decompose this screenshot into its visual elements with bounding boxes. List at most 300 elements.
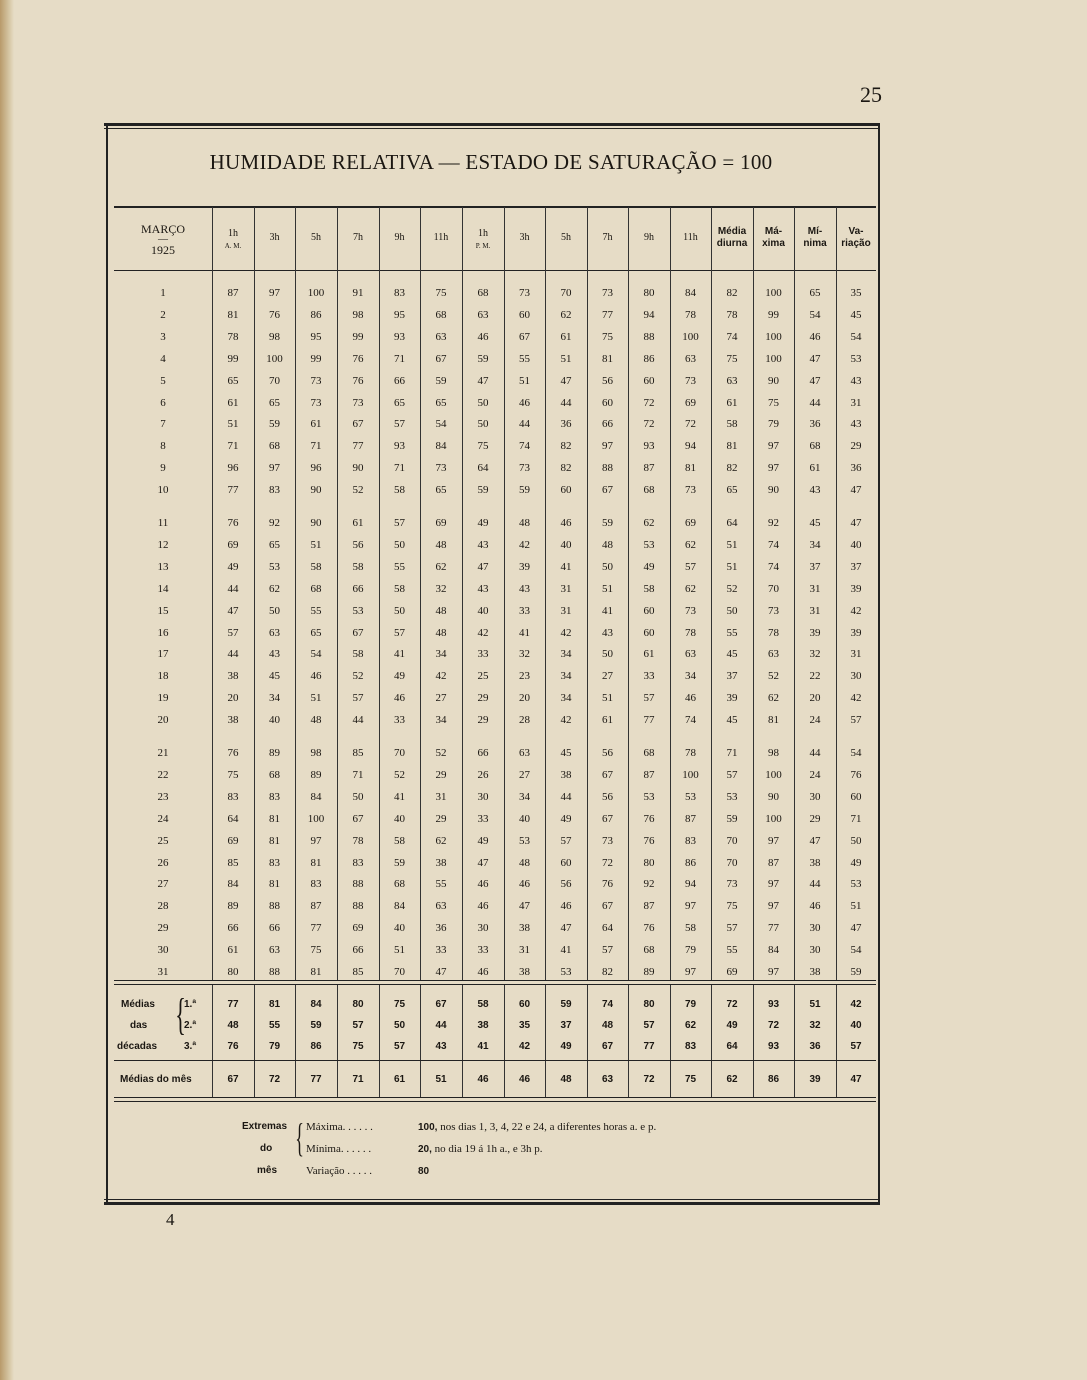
table-cell: 42	[560, 626, 572, 639]
table-cell: 41	[560, 944, 572, 957]
table-cell: 63	[269, 626, 280, 639]
table-cell: 43	[809, 484, 821, 497]
table-cell: 38	[227, 670, 239, 683]
table-cell: 48	[602, 538, 613, 551]
day-number: 14	[157, 582, 169, 595]
table-cell: 97	[602, 440, 613, 453]
table-cell: 90	[768, 374, 779, 387]
table-cell: 56	[560, 878, 572, 891]
day-number: 29	[157, 922, 169, 935]
extreme-max-number: 100,	[418, 1122, 438, 1133]
table-cell: 90	[310, 484, 322, 497]
table-cell: 55	[726, 944, 738, 957]
table-cell: 91	[352, 287, 364, 299]
table-cell: 34	[519, 790, 530, 803]
table-cell: 80	[643, 856, 655, 869]
table-cell: 40	[394, 922, 405, 935]
table-cell: 33	[394, 714, 405, 727]
table-cell: 73	[519, 287, 530, 299]
table-cell: 65	[435, 396, 447, 409]
table-cell: 57	[602, 944, 613, 957]
table-cell: 98	[352, 308, 364, 321]
table-cell: 61	[352, 517, 364, 529]
hour-label: 9h	[394, 232, 405, 243]
table-cell: 85	[227, 856, 239, 869]
table-cell: 85	[352, 747, 364, 759]
table-cell: 40	[269, 714, 280, 727]
table-cell: 26	[477, 768, 489, 781]
table-cell: 62	[685, 538, 696, 551]
table-cell: 33	[519, 604, 530, 617]
table-cell: 88	[352, 900, 364, 913]
table-cell: 71	[394, 352, 405, 365]
table-cell: 98	[768, 747, 779, 759]
table-cell: 63	[477, 308, 489, 321]
table-cell: 33	[477, 944, 489, 957]
table-cell: 65	[435, 484, 447, 497]
table-cell: 60	[560, 484, 572, 497]
table-cell: 47	[227, 604, 239, 617]
header-stat	[836, 226, 876, 250]
stat-label-line: Média	[717, 226, 747, 237]
table-cell: 20	[809, 692, 821, 705]
decade-cell: 42	[850, 999, 862, 1010]
decades-brace: {	[175, 990, 186, 1039]
decade-cell: 77	[227, 999, 239, 1010]
table-cell: 47	[519, 900, 530, 913]
table-cell: 49	[560, 812, 572, 825]
table-cell: 75	[477, 440, 489, 453]
table-cell: 68	[269, 768, 280, 781]
table-cell: 66	[394, 374, 405, 387]
table-cell: 94	[643, 308, 655, 321]
table-cell: 51	[560, 352, 572, 365]
table-cell: 84	[394, 900, 405, 913]
day-number: 21	[157, 747, 169, 759]
table-cell: 27	[519, 768, 530, 781]
header-hour	[295, 232, 337, 244]
table-cell: 34	[685, 670, 696, 683]
table-cell: 43	[850, 374, 862, 387]
stat-label-line: diurna	[716, 238, 748, 249]
day-number: 19	[157, 692, 169, 705]
table-cell: 55	[435, 878, 447, 891]
table-cell: 73	[768, 604, 779, 617]
extreme-max-value	[418, 1120, 656, 1135]
header-bottom-rule	[114, 270, 876, 271]
means-bottom-rule-thin	[114, 1101, 876, 1102]
table-cell: 63	[685, 352, 696, 365]
table-cell: 49	[850, 856, 862, 869]
table-cell: 47	[477, 374, 489, 387]
table-cell: 75	[726, 900, 738, 913]
table-cell: 59	[850, 966, 862, 978]
decade-cell: 84	[310, 999, 322, 1010]
table-cell: 51	[602, 582, 613, 595]
table-cell: 83	[269, 856, 280, 869]
table-cell: 53	[560, 966, 572, 978]
table-cell: 61	[643, 648, 655, 661]
table-cell: 46	[394, 692, 405, 705]
hour-label: 7h	[353, 232, 363, 243]
decade-mark-1: 1.ª	[184, 999, 197, 1010]
table-cell: 44	[560, 790, 572, 803]
table-cell: 74	[685, 714, 696, 727]
table-cell: 78	[685, 626, 696, 639]
header-hour	[337, 232, 379, 244]
table-cell: 53	[352, 604, 364, 617]
table-cell: 37	[809, 560, 821, 573]
decade-cell: 38	[477, 1020, 489, 1031]
table-cell: 58	[394, 834, 405, 847]
month-mean-cell: 46	[477, 1074, 489, 1085]
table-cell: 33	[643, 670, 655, 683]
table-cell: 46	[809, 900, 821, 913]
table-cell: 43	[477, 538, 489, 551]
decade-cell: 86	[310, 1041, 322, 1052]
table-cell: 48	[310, 714, 322, 727]
table-cell: 84	[227, 878, 239, 891]
header-hour	[545, 232, 587, 244]
table-cell: 83	[269, 484, 280, 497]
table-cell: 69	[435, 517, 447, 529]
hour-label: 3h	[269, 232, 280, 243]
decade-cell: 48	[227, 1020, 239, 1031]
table-cell: 81	[269, 812, 280, 825]
table-cell: 53	[519, 834, 530, 847]
table-cell: 61	[809, 462, 821, 475]
table-cell: 58	[726, 418, 738, 431]
table-cell: 76	[269, 308, 280, 321]
table-cell: 31	[809, 604, 821, 617]
table-cell: 31	[519, 944, 530, 957]
table-cell: 61	[227, 944, 239, 957]
table-cell: 47	[850, 922, 862, 935]
decade-cell: 43	[435, 1041, 447, 1052]
table-cell: 81	[726, 440, 738, 453]
month-mean-cell: 48	[560, 1074, 572, 1085]
decade-cell: 80	[352, 999, 364, 1010]
table-cell: 58	[685, 922, 696, 935]
table-cell: 66	[477, 747, 489, 759]
table-cell: 78	[685, 747, 696, 759]
table-cell: 58	[394, 582, 405, 595]
table-cell: 98	[310, 747, 322, 759]
header-top-rule	[114, 206, 876, 208]
day-number: 4	[160, 352, 166, 365]
table-cell: 29	[850, 440, 862, 453]
table-cell: 53	[850, 352, 862, 365]
table-cell: 72	[685, 418, 696, 431]
decade-mark-3: 3.ª	[184, 1041, 197, 1052]
month-mean-cell: 72	[643, 1074, 655, 1085]
table-cell: 64	[227, 812, 239, 825]
hour-label: 1h	[228, 228, 238, 239]
table-cell: 73	[519, 462, 530, 475]
table-cell: 50	[477, 418, 489, 431]
table-cell: 57	[394, 517, 405, 529]
table-cell: 44	[809, 396, 821, 409]
day-number: 11	[157, 517, 169, 529]
table-cell: 66	[352, 582, 364, 595]
table-title: HUMIDADE RELATIVA — ESTADO DE SATURAÇÃO = 100	[209, 150, 773, 174]
day-number: 22	[157, 768, 169, 781]
table-cell: 47	[435, 966, 447, 978]
extremes-label-3: mês	[257, 1165, 278, 1176]
table-cell: 75	[726, 352, 738, 365]
table-bottom-rule	[104, 1202, 878, 1205]
table-cell: 62	[560, 308, 572, 321]
table-cell: 81	[310, 856, 322, 869]
table-cell: 82	[560, 462, 572, 475]
table-cell: 39	[519, 560, 530, 573]
table-cell: 44	[352, 714, 364, 727]
table-cell: 59	[519, 484, 530, 497]
table-cell: 36	[809, 418, 821, 431]
decade-cell: 36	[809, 1041, 821, 1052]
table-cell: 82	[726, 287, 738, 299]
table-cell: 63	[435, 330, 447, 343]
stat-label-line: nima	[803, 238, 827, 249]
decade-cell: 57	[352, 1020, 364, 1031]
decade-cell: 32	[809, 1020, 821, 1031]
decade-cell: 77	[643, 1041, 655, 1052]
decade-cell: 83	[684, 1041, 697, 1052]
table-cell: 33	[477, 648, 489, 661]
table-cell: 68	[643, 747, 655, 759]
table-cell: 90	[310, 517, 322, 529]
extreme-max-detail: nos dias 1, 3, 4, 22 e 24, a diferentes horas a. e p.	[440, 1121, 657, 1133]
table-cell: 45	[726, 714, 738, 727]
table-cell: 89	[227, 900, 239, 913]
table-cell: 92	[768, 517, 779, 529]
table-cell: 83	[227, 790, 239, 803]
decade-cell: 57	[393, 1041, 406, 1052]
table-cell: 32	[435, 582, 447, 595]
table-cell: 44	[227, 648, 239, 661]
data-bottom-rule	[114, 980, 876, 981]
table-cell: 49	[394, 670, 405, 683]
table-cell: 85	[352, 966, 364, 978]
table-cell: 42	[850, 604, 862, 617]
table-cell: 71	[850, 812, 862, 825]
table-cell: 75	[310, 944, 322, 957]
table-cell: 35	[850, 287, 862, 299]
table-cell: 30	[850, 670, 862, 683]
table-cell: 86	[685, 856, 696, 869]
hour-label: 9h	[644, 232, 654, 243]
table-cell: 47	[560, 922, 572, 935]
table-cell: 68	[435, 308, 447, 321]
table-cell: 70	[394, 747, 405, 759]
table-cell: 99	[227, 352, 239, 365]
table-cell: 54	[809, 308, 821, 321]
table-cell: 75	[227, 768, 239, 781]
table-cell: 45	[269, 670, 280, 683]
header-hour	[379, 232, 420, 244]
table-cell: 23	[519, 670, 530, 683]
header-hour	[587, 232, 628, 244]
table-cell: 98	[269, 330, 280, 343]
extreme-min-detail: no dia 19 á 1h a., e 3h p.	[434, 1143, 543, 1155]
table-cell: 71	[726, 747, 738, 759]
hour-label: 5h	[311, 232, 321, 243]
table-cell: 69	[227, 834, 239, 847]
table-cell: 100	[765, 812, 782, 825]
table-cell: 42	[519, 538, 530, 551]
month-means-label: Médias do mês	[120, 1074, 192, 1085]
table-cell: 97	[685, 900, 696, 913]
table-cell: 87	[310, 900, 322, 913]
data-bottom-rule-thin	[114, 984, 876, 985]
decade-mark-2: 2.ª	[184, 1020, 197, 1031]
means-bottom-rule	[114, 1097, 876, 1098]
table-cell: 100	[765, 287, 782, 299]
table-cell: 63	[726, 374, 738, 387]
table-cell: 100	[307, 812, 325, 825]
table-cell: 60	[560, 856, 572, 869]
table-cell: 63	[685, 648, 696, 661]
table-cell: 52	[352, 670, 364, 683]
table-cell: 56	[602, 374, 613, 387]
table-cell: 41	[560, 560, 572, 573]
table-cell: 54	[850, 330, 862, 343]
table-cell: 62	[435, 834, 447, 847]
table-cell: 40	[519, 812, 530, 825]
table-cell: 70	[768, 582, 779, 595]
table-cell: 32	[519, 648, 530, 661]
month-mean-cell: 39	[809, 1074, 821, 1085]
table-cell: 30	[809, 790, 821, 803]
table-cell: 43	[602, 626, 613, 639]
table-cell: 74	[768, 560, 779, 573]
extreme-min-value	[418, 1142, 543, 1157]
table-cell: 61	[310, 418, 322, 431]
table-cell: 55	[310, 604, 322, 617]
day-number: 25	[157, 834, 169, 847]
table-cell: 54	[435, 418, 447, 431]
table-cell: 52	[435, 747, 447, 759]
decades-label-2: das	[130, 1020, 148, 1031]
table-cell: 99	[310, 352, 322, 365]
table-cell: 88	[643, 330, 655, 343]
table-cell: 49	[477, 517, 489, 529]
table-cell: 62	[685, 582, 696, 595]
table-cell: 29	[435, 768, 447, 781]
table-cell: 82	[560, 440, 572, 453]
table-cell: 31	[850, 396, 862, 409]
table-cell: 73	[602, 834, 613, 847]
table-cell: 83	[394, 287, 405, 299]
table-cell: 83	[310, 878, 322, 891]
table-cell: 67	[352, 626, 364, 639]
table-cell: 77	[352, 440, 364, 453]
table-cell: 68	[477, 287, 489, 299]
table-cell: 76	[643, 812, 655, 825]
table-cell: 51	[310, 692, 322, 705]
hour-label: 11h	[433, 232, 449, 243]
table-cell: 76	[643, 922, 655, 935]
header-hour	[670, 232, 711, 244]
table-cell: 71	[394, 462, 405, 475]
day-number: 27	[157, 878, 169, 891]
table-cell: 47	[809, 834, 821, 847]
table-cell: 59	[477, 352, 489, 365]
table-cell: 76	[352, 352, 364, 365]
table-cell: 71	[352, 768, 364, 781]
decade-cell: 72	[767, 1020, 780, 1031]
table-cell: 72	[643, 396, 655, 409]
table-cell: 53	[643, 790, 655, 803]
table-cell: 51	[227, 418, 239, 431]
table-cell: 94	[685, 878, 696, 891]
day-number: 12	[157, 538, 169, 551]
table-cell: 81	[685, 462, 696, 475]
table-cell: 73	[310, 396, 322, 409]
table-cell: 44	[809, 747, 821, 759]
table-cell: 33	[435, 944, 447, 957]
table-cell: 75	[435, 287, 447, 299]
table-cell: 69	[352, 922, 364, 935]
table-cell: 39	[809, 626, 821, 639]
header-month	[114, 222, 212, 258]
table-cell: 92	[269, 517, 280, 529]
table-cell: 55	[519, 352, 530, 365]
table-cell: 60	[643, 604, 655, 617]
day-number: 18	[157, 670, 169, 683]
table-cell: 49	[643, 560, 655, 573]
table-cell: 47	[809, 374, 821, 387]
table-cell: 46	[560, 517, 572, 529]
table-cell: 43	[477, 582, 489, 595]
stat-label-line: xima	[762, 238, 785, 249]
table-cell: 76	[227, 517, 239, 529]
table-cell: 76	[643, 834, 655, 847]
table-cell: 51	[850, 900, 862, 913]
day-number: 13	[157, 560, 169, 573]
table-cell: 87	[643, 768, 655, 781]
table-cell: 57	[643, 692, 655, 705]
table-cell: 83	[269, 790, 280, 803]
decade-cell: 79	[268, 1041, 281, 1052]
month-mean-cell: 75	[684, 1074, 697, 1085]
table-cell: 99	[768, 308, 779, 321]
table-cell: 77	[310, 922, 322, 935]
day-number: 23	[157, 790, 169, 803]
table-cell: 42	[560, 714, 572, 727]
table-cell: 81	[227, 308, 239, 321]
day-number: 3	[160, 330, 166, 343]
table-cell: 81	[269, 834, 280, 847]
table-cell: 25	[477, 670, 489, 683]
table-cell: 67	[519, 330, 530, 343]
table-cell: 65	[227, 374, 239, 387]
table-cell: 30	[809, 944, 821, 957]
table-cell: 50	[394, 604, 405, 617]
decade-cell: 79	[684, 999, 697, 1010]
header-hour	[212, 228, 254, 252]
table-cell: 68	[310, 582, 322, 595]
header-hour	[254, 232, 295, 244]
table-cell: 62	[269, 582, 280, 595]
table-cell: 78	[726, 308, 738, 321]
table-cell: 60	[643, 626, 655, 639]
table-cell: 67	[602, 768, 613, 781]
decade-cell: 62	[684, 1020, 697, 1031]
decade-cell: 74	[601, 999, 614, 1010]
extreme-min-name: Mínima. . . . . .	[306, 1143, 372, 1155]
table-cell: 50	[352, 790, 364, 803]
